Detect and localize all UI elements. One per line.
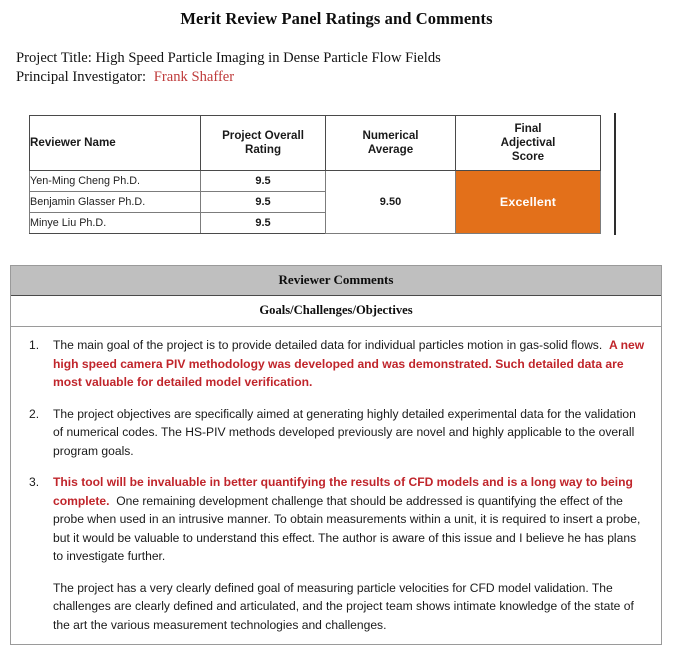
average-header-line-1: Numerical — [362, 129, 419, 142]
ratings-table-body — [30, 171, 601, 234]
closing-paragraph: The project has a very clearly defined goal of measuring particle velocities for CFD model validation. The challenges are clearly defined and articulated, and the project team shows intimate knowledge of the state of the art the various measurement technologies and challenges. — [53, 580, 634, 632]
page-edge-rule — [614, 113, 616, 235]
project-title-label: Project Title: — [16, 50, 92, 66]
pi-label: Principal Investigator: — [16, 69, 147, 85]
ratings-table — [29, 115, 601, 234]
comment-text-highlight: A new high speed camera PIV methodology was developed and was demonstrated. Such detailed data are most valuable for detailed model verification. — [53, 338, 645, 389]
pi-name: Frank Shaffer — [153, 69, 235, 85]
principal-investigator-line — [16, 68, 673, 87]
reviewer-comments-header: Reviewer Comments — [11, 266, 661, 296]
comment-text-highlight: This tool will be invaluable in better quantifying the results of CFD models and is a long way to being complete. — [53, 475, 633, 508]
final-adjectival-score-badge: Excellent — [456, 171, 601, 234]
reviewer-name: Minye Liu Ph.D. — [30, 213, 201, 234]
comment-text-black: The project objectives are specifically aimed at generating highly detailed experimental data for the validation of numerical codes. The HS-PIV methods developed previously are novel and highly applicable to the overall program goals. — [53, 406, 636, 458]
column-header-final-adjectival-score — [456, 116, 601, 171]
average-header-line-2: Average — [367, 143, 414, 156]
comment-list — [21, 336, 647, 566]
column-header-project-overall-rating — [201, 116, 326, 171]
reviewer-comments-container — [10, 265, 662, 645]
reviewer-name: Yen-Ming Cheng Ph.D. — [30, 171, 201, 192]
project-title-line — [16, 49, 673, 68]
rating-header-line-1: Project Overall — [222, 129, 304, 142]
reviewer-name: Benjamin Glasser Ph.D. — [30, 192, 201, 213]
column-header-reviewer-name: Reviewer Name — [30, 116, 201, 171]
rating-header-line-2: Rating — [244, 143, 282, 156]
project-title-value: High Speed Particle Imaging in Dense Particle Flow Fields — [95, 50, 441, 66]
numerical-average-value: 9.50 — [326, 171, 456, 234]
ratings-table-head — [30, 116, 601, 171]
reviewer-rating: 9.5 — [201, 213, 326, 234]
page-title: Merit Review Panel Ratings and Comments — [180, 9, 493, 28]
final-header-line-2: Adjectival — [500, 136, 556, 149]
project-metadata — [16, 49, 673, 87]
goals-challenges-objectives-subheader: Goals/Challenges/Objectives — [11, 296, 661, 327]
column-header-numerical-average — [326, 116, 456, 171]
final-header-line-1: Final — [514, 122, 542, 135]
list-item — [21, 405, 647, 461]
comment-text-black-tail: One remaining development challenge that should be addressed is quantifying the effect of the probe when used in an intrusive manner. To obtain measurements within a unit, it is required to insert a probe, but it would be valuable to understand this effect. The author is aware of this issue and I believe he has plans to investigate further. — [53, 493, 641, 563]
reviewer-comments-body — [11, 327, 661, 644]
table-row — [30, 171, 601, 192]
ratings-table-container — [29, 115, 600, 234]
list-item — [21, 336, 647, 392]
reviewer-rating: 9.5 — [201, 171, 326, 192]
ratings-header-row — [30, 116, 601, 171]
comment-text-black: The main goal of the project is to provide detailed data for individual particles motion in gas-solid flows. — [53, 338, 609, 352]
list-item — [21, 473, 647, 566]
reviewer-rating: 9.5 — [201, 192, 326, 213]
final-header-line-3: Score — [511, 150, 545, 163]
